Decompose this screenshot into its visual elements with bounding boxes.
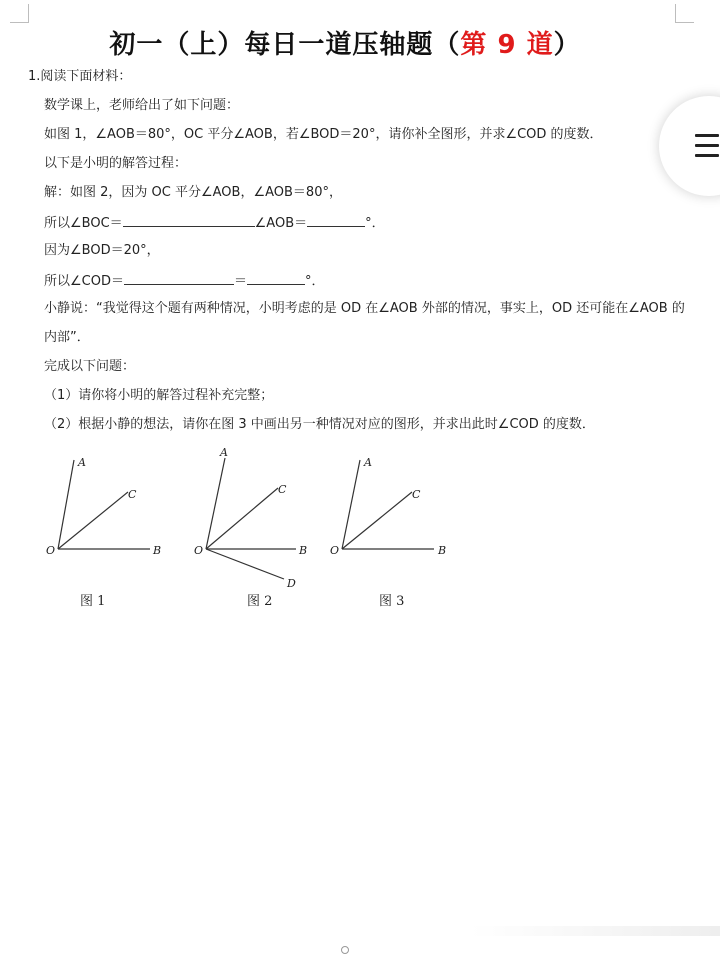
- answer-blank-1[interactable]: [123, 214, 255, 227]
- label-b: B: [299, 544, 308, 557]
- page-corner-top-left: [10, 4, 29, 23]
- text-line-11: （1）请你将小明的解答过程补充完整；: [44, 388, 274, 403]
- answer-blank-2[interactable]: [307, 214, 365, 227]
- text-line-3: 以下是小明的解答过程：: [44, 156, 188, 171]
- answer-blank-4[interactable]: [247, 272, 305, 285]
- ray-oc: [342, 492, 412, 549]
- ray-oa: [58, 460, 74, 549]
- question-number: 1.阅读下面材料：: [28, 69, 132, 84]
- text-line-5-part-a: 所以∠BOC＝: [44, 216, 123, 231]
- label-a: A: [78, 456, 86, 469]
- figure-1: [40, 450, 180, 570]
- answer-blank-3[interactable]: [124, 272, 234, 285]
- text-line-7-part-b: ＝: [233, 274, 247, 289]
- page-title: [0, 24, 690, 61]
- label-c: C: [128, 488, 137, 501]
- text-line-4: 解：如图 2，因为 OC 平分∠AOB，∠AOB＝80°，: [44, 185, 342, 200]
- ray-oc: [58, 492, 128, 549]
- label-a: A: [220, 446, 228, 459]
- label-o: O: [194, 544, 204, 557]
- ray-oa: [342, 460, 360, 549]
- figure-3-caption: 图 3: [379, 594, 405, 609]
- figure-2-caption: 图 2: [247, 594, 273, 609]
- text-line-12: （2）根据小静的想法，请你在图 3 中画出另一种情况对应的图形，并求出此时∠COD 的度数．: [44, 417, 595, 432]
- figure-1-caption: 图 1: [80, 594, 106, 609]
- text-line-8: 小静说：“我觉得这个题有两种情况，小明考虑的是 OD 在∠AOB 外部的情况，事实上，OD 还可能在∠AOB 的: [44, 301, 685, 316]
- text-line-6: 因为∠BOD＝20°，: [44, 243, 160, 258]
- title-text: 初一（上）每日一道压轴题（: [109, 30, 461, 60]
- text-line-1: 数学课上，老师给出了如下问题：: [44, 98, 240, 113]
- label-c: C: [412, 488, 421, 501]
- page-indicator-dot: [341, 946, 349, 954]
- footer-shadow: [470, 926, 720, 936]
- page-corner-top-right: [675, 4, 694, 23]
- text-line-5-part-c: °．: [365, 216, 385, 231]
- label-c: C: [278, 483, 287, 496]
- text-line-5: [44, 214, 385, 232]
- title-close: ）: [553, 30, 581, 60]
- label-b: B: [438, 544, 447, 557]
- label-a: A: [364, 456, 372, 469]
- title-highlight: 第 9 道: [460, 30, 554, 60]
- text-line-5-part-b: ∠AOB＝: [254, 216, 308, 231]
- text-line-7-part-c: °．: [305, 274, 325, 289]
- hamburger-menu-icon: [695, 134, 719, 164]
- text-line-7-part-a: 所以∠COD＝: [44, 274, 124, 289]
- label-o: O: [330, 544, 340, 557]
- text-line-2: 如图 1，∠AOB＝80°，OC 平分∠AOB，若∠BOD＝20°，请你补全图形，并求∠COD 的度数．: [44, 127, 603, 142]
- menu-button[interactable]: [659, 96, 720, 196]
- figure-2: [190, 442, 330, 592]
- label-b: B: [153, 544, 162, 557]
- label-o: O: [46, 544, 56, 557]
- text-line-9: 内部”．: [44, 330, 90, 345]
- text-line-10: 完成以下问题：: [44, 359, 136, 374]
- figure-3: [328, 450, 468, 570]
- text-line-7: [44, 272, 325, 290]
- label-d: D: [287, 577, 296, 590]
- ray-od: [206, 549, 284, 579]
